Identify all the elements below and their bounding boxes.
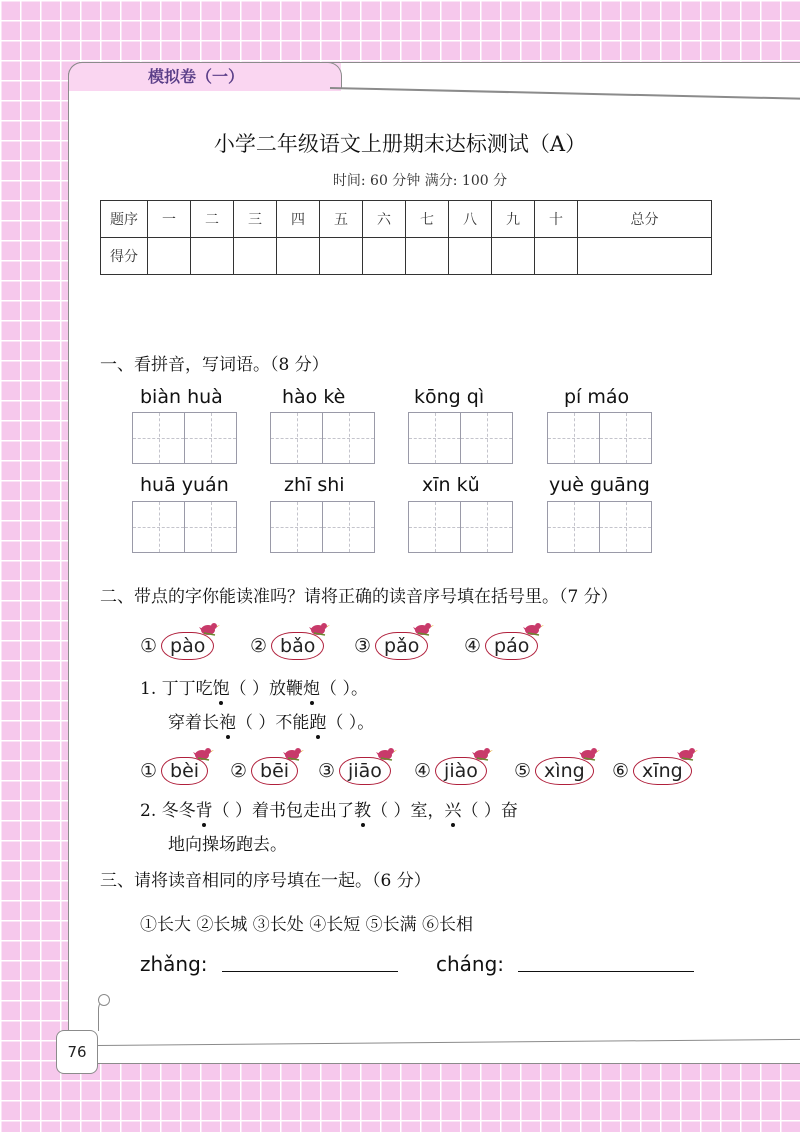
pinyin-oval [161, 632, 214, 660]
bird-icon [309, 621, 331, 637]
q1-pinyin: zhī shi [284, 474, 345, 496]
dotted-char: 教 [354, 801, 372, 821]
dotted-char: 袍 [219, 713, 236, 733]
sentence-number: 1. [140, 679, 157, 699]
q1-writing-box[interactable] [547, 412, 652, 464]
option-number: ④ [414, 760, 432, 782]
bird-icon [199, 621, 221, 637]
score-header-cell: 三 [234, 201, 277, 238]
option-number: ⑤ [514, 760, 532, 782]
q2-option [354, 632, 428, 660]
option-pinyin: bèi [170, 760, 200, 782]
option-number: ③ [318, 760, 336, 782]
q1-pinyin: biàn huà [140, 386, 223, 408]
score-table-header-row [101, 201, 712, 238]
pinyin-oval [485, 632, 538, 660]
q1-writing-box[interactable] [270, 501, 375, 553]
option-number: ④ [464, 635, 482, 657]
q2-option [414, 757, 487, 785]
score-cell[interactable] [363, 238, 406, 275]
score-cell[interactable] [449, 238, 492, 275]
sentence-text: （ ）放鞭 [229, 679, 304, 699]
q2-option [250, 632, 324, 660]
score-header-cell: 四 [277, 201, 320, 238]
q1-writing-box[interactable] [408, 412, 513, 464]
option-pinyin: bēi [260, 760, 290, 782]
bird-icon [376, 746, 398, 762]
score-cell[interactable] [406, 238, 449, 275]
bird-icon [193, 746, 215, 762]
q3-heading: 三、请将读音相同的序号填在一起。（6 分） [100, 871, 431, 891]
score-header-cell: 总分 [578, 201, 712, 238]
score-header-cell: 二 [191, 201, 234, 238]
option-number: ② [250, 635, 268, 657]
option-pinyin: jiāo [348, 760, 382, 782]
score-header-cell: 一 [148, 201, 191, 238]
q1-writing-box[interactable] [132, 501, 237, 553]
q1-pinyin: yuè guāng [549, 474, 650, 496]
score-cell[interactable] [492, 238, 535, 275]
q1-writing-box[interactable] [547, 501, 652, 553]
option-number: ① [140, 635, 158, 657]
sentence-text: 穿着长 [168, 713, 219, 733]
option-pinyin: jiào [444, 760, 478, 782]
sentence-number: 2. [140, 801, 157, 821]
option-pinyin: pǎo [384, 635, 420, 657]
score-header-cell: 十 [535, 201, 578, 238]
q3-zhang-answer-line[interactable] [222, 971, 398, 972]
option-pinyin: bǎo [280, 635, 316, 657]
q1-pinyin: hào kè [282, 386, 346, 408]
q2-sentence-2 [140, 796, 518, 821]
score-header-cell: 七 [406, 201, 449, 238]
dotted-char: 兴 [444, 801, 462, 821]
q2-sentence-2-line-2: 地向操场跑去。 [168, 835, 287, 855]
sentence-text: （ ）不能 [236, 713, 310, 733]
sentence-text: （ ）奋 [461, 801, 518, 821]
page-title: 小学二年级语文上册期末达标测试（A） [213, 132, 587, 156]
q2-heading: 二、带点的字你能读准吗？请将正确的读音序号填在括号里。（7 分） [100, 587, 618, 607]
score-row-label: 得分 [101, 238, 148, 275]
option-pinyin: páo [494, 635, 530, 657]
q1-pinyin: pí máo [564, 386, 630, 408]
pinyin-oval [535, 757, 594, 785]
q1-writing-box[interactable] [408, 501, 513, 553]
tab-title: 模拟卷（一） [148, 67, 245, 86]
q1-pinyin: xīn kǔ [422, 474, 480, 496]
q3-items: ①长大 ②长城 ③长处 ④长短 ⑤长满 ⑥长相 [140, 915, 474, 935]
dotted-char: 背 [195, 801, 213, 821]
q1-pinyin: kōng qì [414, 386, 485, 408]
option-number: ③ [354, 635, 372, 657]
q2-option [612, 757, 692, 785]
option-number: ① [140, 760, 158, 782]
score-cell[interactable] [320, 238, 363, 275]
bird-icon [472, 746, 494, 762]
score-header-cell: 九 [492, 201, 535, 238]
pinyin-oval [375, 632, 428, 660]
q1-writing-box[interactable] [132, 412, 237, 464]
option-pinyin: xīng [642, 760, 683, 782]
q2-option [230, 757, 298, 785]
option-pinyin: pào [170, 635, 206, 657]
q1-heading: 一、看拼音，写词语。（8 分） [100, 355, 329, 375]
footer-knob [98, 994, 110, 1006]
q2-option [140, 632, 214, 660]
q2-sentence-1 [140, 674, 368, 699]
pinyin-oval [161, 757, 208, 785]
bird-icon [413, 621, 435, 637]
pinyin-oval [251, 757, 298, 785]
q1-writing-box[interactable] [270, 412, 375, 464]
sentence-text: 丁丁吃 [161, 679, 213, 699]
score-cell[interactable] [277, 238, 320, 275]
q3-chang-label: cháng: [436, 952, 505, 976]
q2-sentence-1-line-2 [168, 708, 374, 733]
score-total-cell[interactable] [578, 238, 712, 275]
score-cell[interactable] [234, 238, 277, 275]
q2-option [514, 757, 594, 785]
score-header-cell: 八 [449, 201, 492, 238]
q2-option [140, 757, 208, 785]
sentence-text: （ ）。 [326, 713, 375, 733]
q2-option [318, 757, 391, 785]
pinyin-oval [633, 757, 692, 785]
bird-icon [283, 746, 305, 762]
sentence-text: （ ）室， [371, 801, 445, 821]
sentence-text: （ ）着书包走出了 [212, 801, 355, 821]
score-header-cell: 五 [320, 201, 363, 238]
q1-pinyin: huā yuán [140, 474, 229, 496]
score-table [100, 200, 712, 275]
score-cell[interactable] [148, 238, 191, 275]
bird-icon [579, 746, 601, 762]
option-number: ⑥ [612, 760, 630, 782]
q3-chang-answer-line[interactable] [518, 971, 694, 972]
pinyin-oval [435, 757, 487, 785]
score-header-cell: 六 [363, 201, 406, 238]
dotted-char: 饱 [212, 679, 230, 699]
dotted-char: 炮 [303, 679, 321, 699]
score-header-cell: 题序 [101, 201, 148, 238]
bird-icon [523, 621, 545, 637]
score-table-score-row [101, 238, 712, 275]
page-subtitle: 时间: 60 分钟 满分: 100 分 [332, 173, 508, 189]
option-pinyin: xìng [544, 760, 585, 782]
sentence-text: 冬冬 [161, 801, 196, 821]
bird-icon [677, 746, 699, 762]
score-cell[interactable] [191, 238, 234, 275]
page-number: 76 [56, 1030, 98, 1074]
dotted-char: 跑 [309, 713, 327, 733]
pinyin-oval [339, 757, 391, 785]
option-number: ② [230, 760, 248, 782]
q2-option [464, 632, 538, 660]
sentence-text: （ ）。 [320, 679, 368, 699]
score-cell[interactable] [535, 238, 578, 275]
q3-zhang-label: zhǎng: [140, 952, 208, 976]
pinyin-oval [271, 632, 324, 660]
